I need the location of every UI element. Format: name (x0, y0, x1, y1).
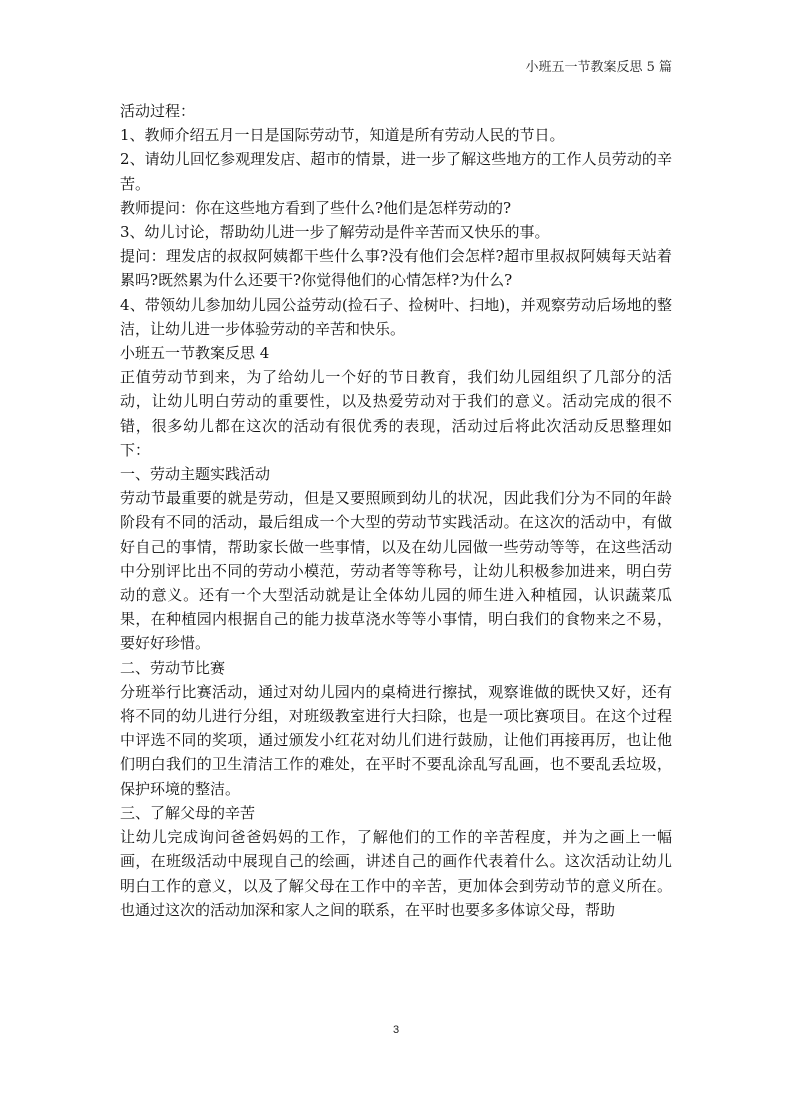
subheading-parents: 三、了解父母的辛苦 (120, 803, 256, 822)
document-body (120, 99, 672, 922)
paragraph-practice-activity: 劳动节最重要的就是劳动，但是又要照顾到幼儿的状况，因此我们分为不同的年龄阶段有不同的活动，最后组成一个大型的劳动节实践活动。在这次的活动中，有做好自己的事情，帮助家长做一些事情，以及在幼儿园做一些劳动等等，在这些活动中分别评比出不同的劳动小模范，劳动者等等称号，让幼儿积极参加进来，明白劳动的意义。还有一个大型活动就是让全体幼儿园的师生进入种植园，认识蔬菜瓜果，在种植园内根据自己的能力拔草浇水等等小事情，明白我们的食物来之不易，要好好珍惜。 (120, 489, 672, 653)
document-header-title: 小班五一节教案反思 5 篇 (525, 60, 672, 75)
paragraph-parents: 让幼儿完成询问爸爸妈妈的工作，了解他们的工作的辛苦程度，并为之画上一幅画，在班级活动中展现自己的绘画，讲述自己的画作代表着什么。这次活动让幼儿明白工作的意义，以及了解父母在工作中的辛苦，更加体会到劳动节的意义所在。也通过这次的活动加深和家人之间的联系，在平时也要多多体谅父母，帮助 (120, 828, 672, 919)
subheading-competition: 二、劳动节比赛 (120, 658, 226, 677)
section-heading-reflection-4: 小班五一节教案反思 4 (120, 344, 270, 363)
paragraph-step-4: 4、带领幼儿参加幼儿园公益劳动(捡石子、捡树叶、扫地)，并观察劳动后场地的整洁，让幼儿进一步体验劳动的辛苦和快乐。 (120, 295, 672, 338)
paragraph-teacher-question: 教师提问：你在这些地方看到了些什么?他们是怎样劳动的? (120, 198, 512, 217)
paragraph-step-3: 3、幼儿讨论，帮助幼儿进一步了解劳动是件辛苦而又快乐的事。 (120, 223, 550, 242)
subheading-practice-activity: 一、劳动主题实践活动 (120, 465, 271, 484)
page-number: 3 (392, 1024, 400, 1036)
paragraph-intro: 正值劳动节到来，为了给幼儿一个好的节日教育，我们幼儿园组织了几部分的活动，让幼儿明白劳动的重要性，以及热爱劳动对于我们的意义。活动完成的很不错，很多幼儿都在这次的活动有很优秀的表现，活动过后将此次活动反思整理如下： (120, 368, 672, 459)
paragraph-competition: 分班举行比赛活动，通过对幼儿园内的桌椅进行擦拭，观察谁做的既快又好，还有将不同的幼儿进行分组，对班级教室进行大扫除，也是一项比赛项目。在这个过程中评选不同的奖项，通过颁发小红花对幼儿们进行鼓励，让他们再接再厉，也让他们明白我们的卫生清洁工作的难处，在平时不要乱涂乱写乱画，也不要乱丢垃圾，保护环境的整洁。 (120, 682, 672, 798)
paragraph-step-2: 2、请幼儿回忆参观理发店、超市的情景，进一步了解这些地方的工作人员劳动的辛苦。 (120, 150, 672, 193)
paragraph-step-1: 1、教师介绍五月一日是国际劳动节，知道是所有劳动人民的节日。 (120, 126, 565, 145)
paragraph-question-list: 提问：理发店的叔叔阿姨都干些什么事?没有他们会怎样?超市里叔叔阿姨每天站着累吗?既然累为什么还要干?你觉得他们的心情怎样?为什么? (120, 247, 672, 290)
paragraph-activity-process: 活动过程： (120, 102, 196, 120)
